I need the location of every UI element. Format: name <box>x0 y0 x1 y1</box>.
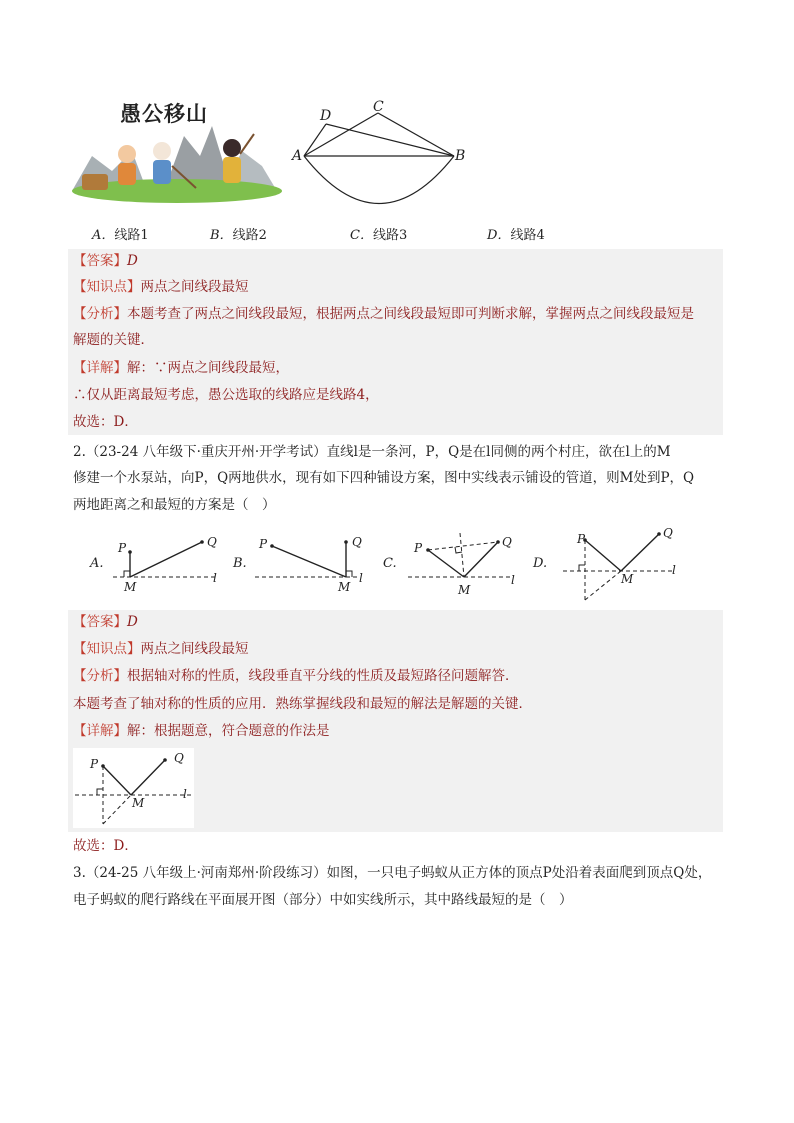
q1-answer: 【答案】D <box>73 253 138 269</box>
q2c-Q: Q <box>502 535 512 549</box>
sol-Q: Q <box>174 751 184 765</box>
q2d-Q: Q <box>663 526 673 540</box>
q2-detail-2: 故选：D． <box>73 838 138 854</box>
q2-option-b-letter: B. <box>233 556 247 571</box>
option-a: A．线路1 <box>92 228 149 243</box>
q2-stem-1: 2.（23-24 八年级下·重庆开州·开学考试）直线l是一条河，P，Q是在l同侧的两个村庄，欲在l上的M <box>73 444 671 460</box>
q2b-M: M <box>338 580 351 594</box>
q2a-Q: Q <box>207 535 217 549</box>
q2-option-c-letter: C. <box>383 556 397 571</box>
q2-detail: 【详解】解：根据题意，符合题意的作法是 <box>73 723 330 739</box>
label-C: C <box>373 99 384 115</box>
option-d: D．线路4 <box>487 228 545 243</box>
q2b-Q: Q <box>352 535 362 549</box>
label-A: A <box>292 148 303 164</box>
q1-detail-2: ∴仅从距离最短考虑，愚公选取的线路应是线路4， <box>73 387 379 403</box>
q2c-l: l <box>511 573 515 587</box>
q2-answer: 【答案】D <box>73 614 138 630</box>
q2b-l: l <box>359 571 363 585</box>
q2c-P: P <box>414 541 423 555</box>
q1-knowledge-point: 【知识点】两点之间线段最短 <box>73 279 249 295</box>
sol-P: P <box>90 757 99 771</box>
option-c: C．线路3 <box>350 228 408 243</box>
q2d-P: P <box>577 532 586 546</box>
q2d-M: M <box>621 572 634 586</box>
sol-M: M <box>132 796 145 810</box>
label-D: D <box>320 108 332 124</box>
q2-stem-3: 两地距离之和最短的方案是（ ） <box>73 497 276 513</box>
q2a-M: M <box>124 580 137 594</box>
q2-analysis: 【分析】根据轴对称的性质，线段垂直平分线的性质及最短路径问题解答． <box>73 668 519 684</box>
q1-analysis-cont: 解题的关键． <box>73 332 154 348</box>
q2-option-a-letter: A. <box>90 556 104 571</box>
q2c-M: M <box>458 583 471 597</box>
q1-detail: 【详解】解：∵两点之间线段最短， <box>73 360 289 376</box>
q1-analysis: 【分析】本题考查了两点之间线段最短，根据两点之间线段最短即可判断求解，掌握两点之间线段最短是 <box>73 306 694 322</box>
q2-stem-2: 修建一个水泵站，向P，Q两地供水，现有如下四种铺设方案，图中实线表示铺设的管道，则M处到P，Q <box>73 470 695 486</box>
illustration-title: 愚公移山 <box>120 102 208 126</box>
q2-knowledge-point: 【知识点】两点之间线段最短 <box>73 641 249 657</box>
q2a-l: l <box>213 571 217 585</box>
sol-l: l <box>183 787 187 801</box>
q2-analysis-cont: 本题考查了轴对称的性质的应用．熟练掌握线段和最短的解法是解题的关键． <box>73 696 532 712</box>
q2b-P: P <box>259 537 268 551</box>
q2d-l: l <box>672 563 676 577</box>
option-b: B．线路2 <box>210 228 267 243</box>
q3-stem-1: 3.（24-25 八年级上·河南郑州·阶段练习）如图，一只电子蚂蚁从正方体的顶点P处沿着表面爬到顶点Q处， <box>73 865 712 881</box>
label-B: B <box>455 148 466 164</box>
q3-stem-2: 电子蚂蚁的爬行路线在平面展开图（部分）中如实线所示，其中路线最短的是（ ） <box>73 892 573 908</box>
q1-detail-3: 故选：D． <box>73 414 138 430</box>
q2-option-d-letter: D. <box>533 556 548 571</box>
q2a-P: P <box>118 541 127 555</box>
